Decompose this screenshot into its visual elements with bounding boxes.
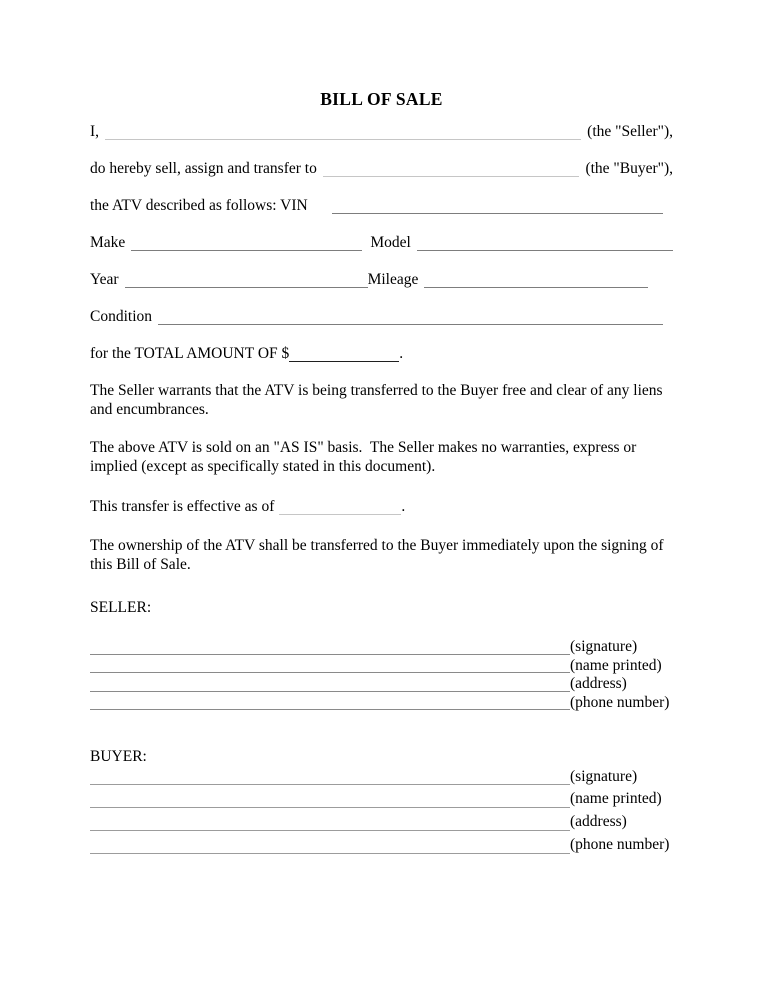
buyer-intro-prefix: do hereby sell, assign and transfer to xyxy=(90,160,317,177)
mileage-label: Mileage xyxy=(367,271,419,288)
make-model-row xyxy=(90,233,673,253)
buyer-address-row xyxy=(90,810,673,833)
mileage-input-line[interactable] xyxy=(424,270,648,288)
condition-input-line[interactable] xyxy=(158,307,663,325)
make-input-line[interactable] xyxy=(131,233,362,251)
buyer-phone-label: (phone number) xyxy=(570,836,670,853)
buyer-name-input-line[interactable] xyxy=(323,159,580,177)
warranty-paragraph: The Seller warrants that the ATV is being transferred to the Buyer free and clear of any liens and encumbrances. xyxy=(90,382,667,418)
seller-phone-row xyxy=(90,694,673,713)
amount-row xyxy=(90,344,673,364)
condition-label: Condition xyxy=(90,308,153,325)
buyer-intro-suffix: (the "Buyer"), xyxy=(585,160,673,177)
amount-suffix: . xyxy=(399,345,404,362)
seller-signature-label: (signature) xyxy=(570,638,638,655)
seller-signature-input-line[interactable] xyxy=(90,638,570,655)
vin-label: the ATV described as follows: VIN xyxy=(90,197,308,214)
model-label: Model xyxy=(370,234,411,251)
vin-row xyxy=(90,196,673,216)
buyer-name-printed-row xyxy=(90,787,673,810)
document-title: BILL OF SALE xyxy=(320,89,443,109)
buyer-signature-label: (signature) xyxy=(570,768,638,785)
seller-phone-input-line[interactable] xyxy=(90,694,570,711)
seller-intro-prefix: I, xyxy=(90,123,100,140)
buyer-signature-row xyxy=(90,767,673,787)
buyer-address-label: (address) xyxy=(570,813,627,830)
buyer-signature-block xyxy=(90,767,673,856)
condition-row xyxy=(90,307,673,327)
vin-input-line[interactable] xyxy=(332,196,663,214)
year-mileage-row xyxy=(90,270,673,290)
amount-input-line[interactable] xyxy=(289,344,399,362)
make-label: Make xyxy=(90,234,126,251)
seller-intro-row xyxy=(90,122,673,142)
seller-intro-suffix: (the "Seller"), xyxy=(587,123,673,140)
buyer-phone-input-line[interactable] xyxy=(90,833,570,854)
ownership-paragraph: The ownership of the ATV shall be transferred to the Buyer immediately upon the signing of this Bill of Sale. xyxy=(90,537,668,573)
seller-name-printed-label: (name printed) xyxy=(570,656,662,674)
buyer-phone-row xyxy=(90,833,673,856)
seller-address-label: (address) xyxy=(570,675,627,692)
buyer-intro-row xyxy=(90,159,673,179)
year-input-line[interactable] xyxy=(125,270,368,288)
buyer-name-printed-input-line[interactable] xyxy=(90,787,570,808)
year-label: Year xyxy=(90,271,119,288)
effective-date-input-line[interactable] xyxy=(279,497,401,515)
seller-signature-row xyxy=(90,638,673,657)
buyer-signature-input-line[interactable] xyxy=(90,767,570,785)
effective-date-row xyxy=(90,497,673,517)
seller-name-input-line[interactable] xyxy=(105,122,581,140)
seller-signature-block xyxy=(90,638,673,712)
effective-prefix: This transfer is effective as of xyxy=(90,498,275,515)
seller-name-printed-row xyxy=(90,657,673,676)
seller-phone-label: (phone number) xyxy=(570,693,670,711)
seller-name-printed-input-line[interactable] xyxy=(90,657,570,674)
model-input-line[interactable] xyxy=(417,233,673,251)
buyer-section-heading: BUYER: xyxy=(90,748,147,765)
seller-section-heading: SELLER: xyxy=(90,599,152,616)
buyer-address-input-line[interactable] xyxy=(90,810,570,831)
effective-suffix: . xyxy=(401,498,406,515)
as-is-paragraph: The above ATV is sold on an "AS IS" basis. The Seller makes no warranties, express or implied (except as specifically stated in this document). xyxy=(90,439,641,475)
seller-address-input-line[interactable] xyxy=(90,675,570,692)
seller-address-row xyxy=(90,675,673,694)
buyer-name-printed-label: (name printed) xyxy=(570,790,662,807)
amount-prefix: for the TOTAL AMOUNT OF $ xyxy=(90,345,290,362)
